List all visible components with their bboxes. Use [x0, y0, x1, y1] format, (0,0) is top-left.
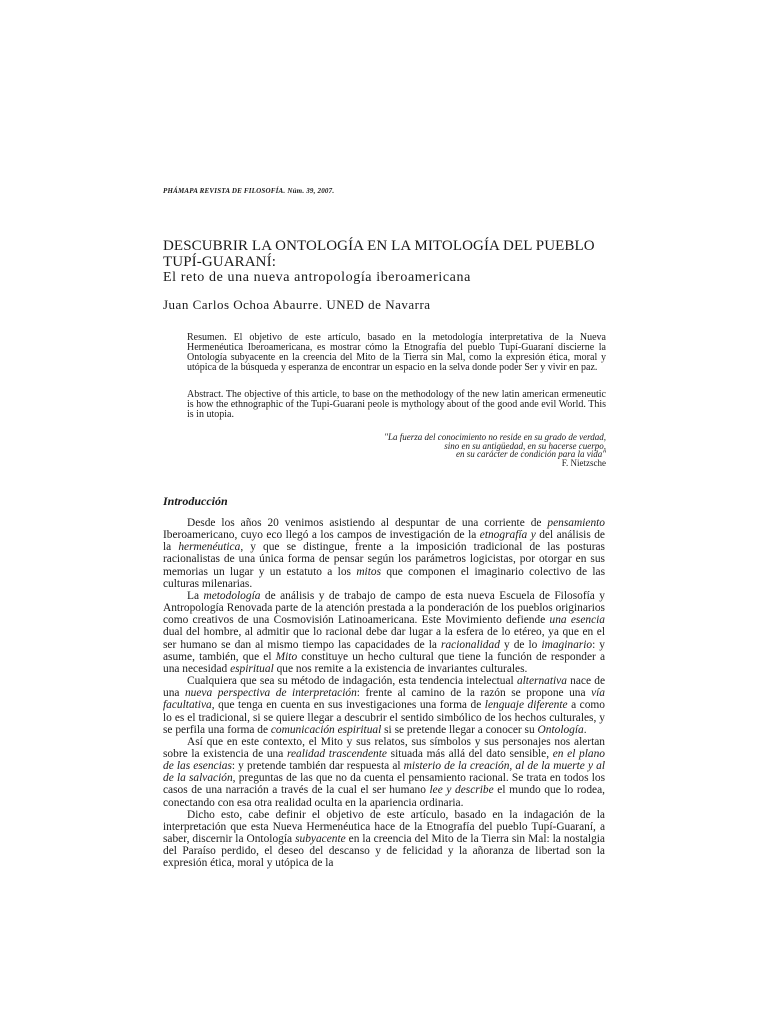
section-heading: Introducción [163, 494, 228, 508]
article-title [163, 238, 613, 270]
epigraph-line-3: en su carácter de condición para la vida" [456, 449, 606, 459]
body-text [163, 517, 605, 870]
paragraph-5: Dicho esto, cabe definir el objetivo de este artículo, basado en la indagación de la interpretación que esta Nueva Hermenéutica hace de la Etnografía del pueblo Tupí-Guaraní, a saber, discernir la Ontología subyacente en la creencia del Mito de la Tierra sin Mal: la nostalgia del Paraíso perdido, el deseo del descanso y de felicidad y la añoranza de libertad son la expresión ética, moral y utópica de la [163, 808, 605, 870]
epigraph [246, 433, 606, 467]
epigraph-line-1: "La fuerza del conocimiento no reside en su grado de verdad, [384, 432, 606, 442]
title-line-1: DESCUBRIR LA ONTOLOGÍA EN LA MITOLOGÍA DEL PUEBLO [163, 238, 595, 254]
epigraph-author: F. Nietzsche [561, 457, 606, 468]
author-line: Juan Carlos Ochoa Abaurre. UNED de Navarra [163, 297, 431, 312]
paragraph-1: Desde los años 20 venimos asistiendo al despuntar de una corriente de pensamiento Iberoamericano, cuyo eco llegó a los campos de investigación de la etnografía y del análisis de la hermenéutica, y que se distingue, frente a la imposición tradicional de las posturas racionalistas de una única forma de pensar según los parámetros logicistas, por otorgar en sus memorias un lugar y un estatuto a los mitos que componen el imaginario colectivo de las culturas milenarias. [163, 517, 606, 590]
paragraph-2: La metodología de análisis y de trabajo de campo de esta nueva Escuela de Filosofía y Antropología Renovada parte de la atención prestada a la ponderación de los pueblos originarios como creativos de una Cosmovisión Latinoamericana. Este Movimiento defiende una esencia dual del hombre, al admitir que lo racional debe dar lugar a la esfera de lo etéreo, ya que en el ser humano se dan al mismo tiempo las capacidades de la racionalidad y de lo imaginario: y asume, también, que el Mito constituye un hecho cultural que tiene la función de responder a una necesidad espiritual que nos remite a la existencia de invariantes culturales. [163, 589, 606, 675]
abstract-spanish: Resumen. El objetivo de este artículo, basado en la metodología interpretativa de la Nueva Hermenéutica Iberoamericana, es mostrar cómo la Etnografía del pueblo Tupí-Guaraní discierne la Ontología subyacente en la creencia del Mito de la Tierra sin Mal, como la expresión ética, moral y utópica de la búsqueda y esperanza de encontrar un espacio en la selva donde poder Ser y vivir en paz. [187, 332, 606, 373]
abstract-english: Abstract. The objective of this article, to base on the methodology of the new latin american ermeneutic is how the ethnographic of the Tupi-Guarani peole is mythology about of the good ande evil World. This is in utopia. [187, 389, 606, 420]
article-subtitle: El reto de una nueva antropología iberoamericana [163, 270, 471, 285]
title-block [163, 238, 613, 286]
epigraph-line-2: sino en su antigüedad, en su hacerse cuerpo, [444, 440, 606, 451]
title-line-2: TUPÍ-GUARANÍ: [163, 254, 276, 270]
paragraph-3: Cualquiera que sea su método de indagación, esta tendencia intelectual alternativa nace de una nueva perspectiva de interpretación: frente al camino de la razón se propone una vía facultativa, que tenga en cuenta en sus investigaciones una forma de lenguaje diferente a como lo es el tradicional, si se quiere llegar a descubrir el sentido simbólico de los hechos culturales, y se perfila una forma de comunicación espiritual si se pretende llegar a conocer su Ontología. [163, 675, 605, 736]
paragraph-4: Así que en este contexto, el Mito y sus relatos, sus símbolos y sus personajes nos alertan sobre la existencia de una realidad trascendente situada más allá del dato sensible, en el plano de las esencias: y pretende también dar respuesta al misterio de la creación, al de la muerte y al de la salvación, preguntas de las que no da cuenta el pensamiento racional. Se trata en todos los casos de una narración a través de la cual el ser humano lee y describe el mundo que lo rodea, conectando con esa otra realidad oculta en la apariencia ordinaria. [163, 735, 606, 809]
running-head: PHÁMAPA REVISTA DE FILOSOFÍA. Núm. 39, 2007. [163, 187, 335, 195]
